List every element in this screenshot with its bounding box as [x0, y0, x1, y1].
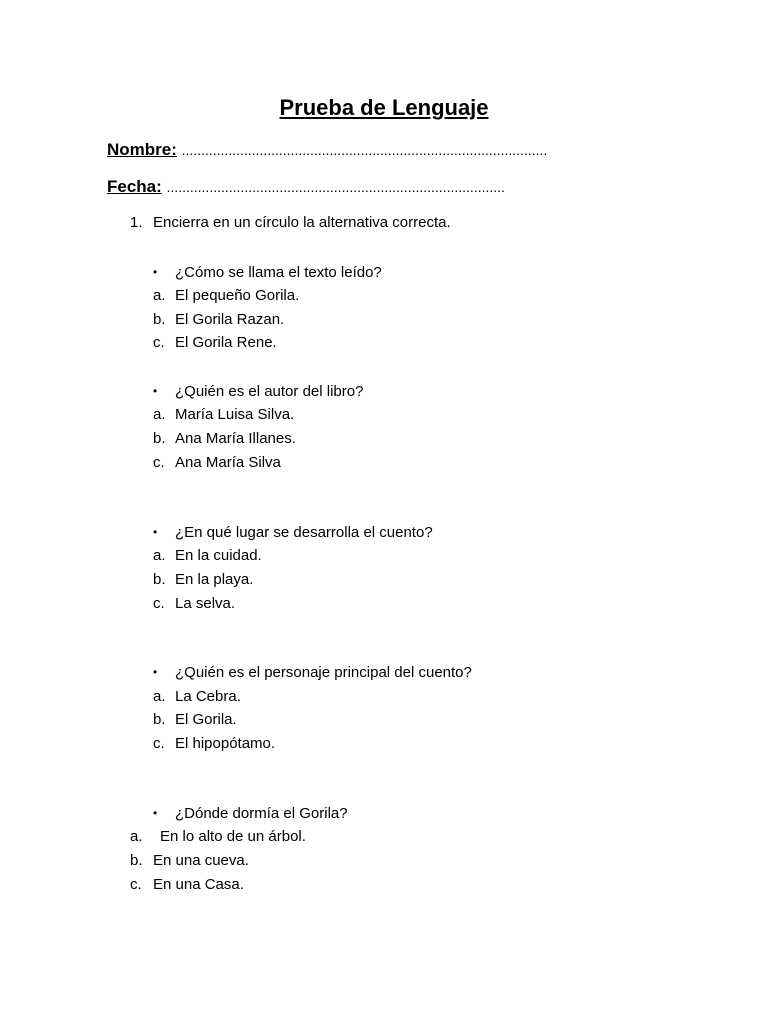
- option-letter: c.: [153, 454, 165, 471]
- question-5: [153, 802, 348, 825]
- instruction-number: 1.: [130, 214, 143, 231]
- option-text: El hipopótamo.: [175, 735, 276, 752]
- option-letter: a.: [153, 547, 166, 564]
- option-1a: [153, 285, 299, 307]
- question-text: ¿En qué lugar se desarrolla el cuento?: [175, 524, 433, 541]
- instruction-text: Encierra en un círculo la alternativa correcta.: [153, 214, 451, 231]
- option-text: María Luisa Silva.: [175, 406, 295, 423]
- option-2a: [153, 404, 294, 426]
- question-text: ¿Dónde dormía el Gorila?: [175, 805, 348, 822]
- option-3b: [153, 569, 253, 591]
- bullet-icon: •: [153, 525, 158, 539]
- option-letter: b.: [153, 711, 166, 728]
- option-4b: [153, 709, 237, 731]
- question-text: ¿Quién es el autor del libro?: [175, 383, 364, 400]
- name-field: [107, 138, 547, 162]
- bullet-icon: •: [153, 384, 158, 398]
- option-3c: [153, 593, 235, 615]
- option-letter: b.: [153, 571, 166, 588]
- option-text: La Cebra.: [175, 688, 241, 705]
- option-5a: [130, 826, 306, 848]
- option-text: El Gorila Razan.: [175, 311, 285, 328]
- option-4a: [153, 686, 241, 708]
- option-text: El pequeño Gorila.: [175, 287, 300, 304]
- option-2b: [153, 428, 296, 450]
- bullet-icon: •: [153, 665, 158, 679]
- bullet-icon: •: [153, 265, 158, 279]
- question-2: [153, 380, 363, 403]
- instruction: [130, 212, 451, 234]
- option-letter: b.: [130, 852, 143, 869]
- name-blank: ..............................................................................................: [181, 142, 548, 158]
- option-1b: [153, 309, 284, 331]
- date-field: [107, 175, 505, 199]
- option-letter: a.: [130, 828, 143, 845]
- option-text: En la playa.: [175, 571, 254, 588]
- option-5c: [130, 874, 244, 896]
- option-text: La selva.: [175, 595, 236, 612]
- option-letter: b.: [153, 311, 166, 328]
- option-letter: c.: [153, 334, 165, 351]
- option-text: Ana María Silva: [175, 454, 281, 471]
- option-5b: [130, 850, 249, 872]
- bullet-icon: •: [153, 806, 158, 820]
- option-text: En una cueva.: [153, 852, 249, 869]
- name-label: Nombre:: [107, 140, 177, 159]
- option-letter: a.: [153, 287, 166, 304]
- question-3: [153, 521, 433, 544]
- date-label: Fecha:: [107, 177, 162, 196]
- option-text: El Gorila Rene.: [175, 334, 277, 351]
- option-text: El Gorila.: [175, 711, 237, 728]
- option-letter: c.: [153, 595, 165, 612]
- option-text: En lo alto de un árbol.: [160, 828, 306, 845]
- question-1: [153, 261, 382, 284]
- question-4: [153, 661, 472, 684]
- option-letter: c.: [130, 876, 142, 893]
- option-text: En la cuidad.: [175, 547, 262, 564]
- option-3a: [153, 545, 262, 567]
- option-text: Ana María Illanes.: [175, 430, 296, 447]
- option-1c: [153, 332, 277, 354]
- option-letter: a.: [153, 406, 166, 423]
- option-text: En una Casa.: [153, 876, 244, 893]
- question-text: ¿Quién es el personaje principal del cuento?: [175, 664, 472, 681]
- question-text: ¿Cómo se llama el texto leído?: [175, 264, 382, 281]
- option-letter: c.: [153, 735, 165, 752]
- date-blank: .......................................................................................: [166, 179, 505, 195]
- page-title: Prueba de Lenguaje: [279, 95, 489, 120]
- option-4c: [153, 733, 275, 755]
- option-letter: b.: [153, 430, 166, 447]
- option-2c: [153, 452, 281, 474]
- option-letter: a.: [153, 688, 166, 705]
